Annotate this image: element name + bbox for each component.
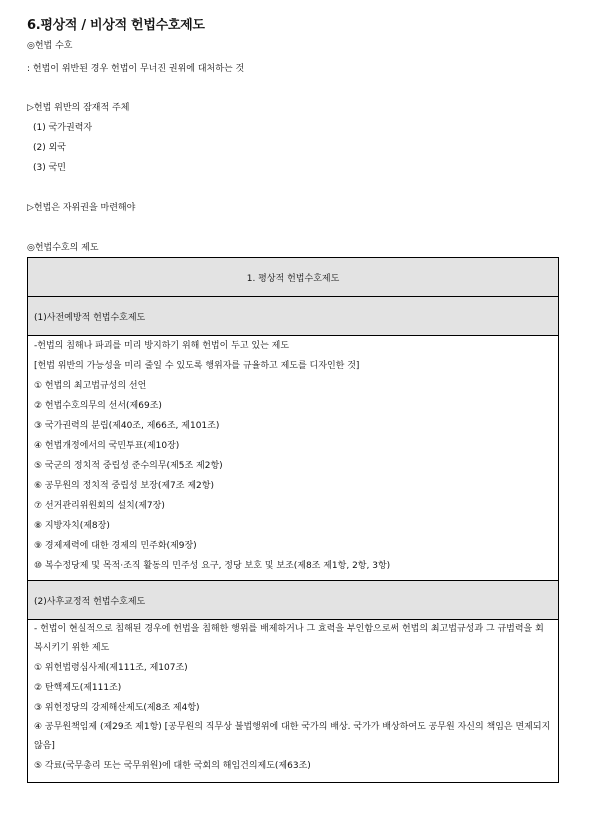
- page-title: 6.평상적 / 비상적 헌법수호제도: [27, 18, 205, 33]
- list-item: (1) 국가권력자: [33, 123, 93, 133]
- list-item: ④ 헌법개정에서의 국민투표(제10장): [34, 441, 180, 451]
- list-item: (3) 국민: [33, 163, 66, 173]
- list-item: ⑥ 공무원의 정치적 중립성 보장(제7조 제2항): [34, 481, 214, 491]
- list-item: ② 헌법수호의무의 선서(제69조): [34, 401, 162, 411]
- list-item: ① 위헌법령심사제(제111조, 제107조): [34, 663, 188, 673]
- section-heading-constitution-protection: ◎헌법 수호: [27, 41, 73, 51]
- list-item: ⑨ 경제제력에 대한 경제의 민주화(제9장): [34, 541, 197, 551]
- preventive-bracket-note: [헌법 위반의 가능성을 미리 줄일 수 있도록 행위자를 규율하고 제도를 디자인한 것]: [34, 361, 360, 371]
- list-item: ① 헌법의 최고법규성의 선언: [34, 381, 147, 391]
- preventive-intro: -헌법의 침해나 파괴를 미리 방지하기 위해 헌법이 두고 있는 제도: [34, 341, 290, 351]
- table-main-header: 1. 평상적 헌법수호제도: [28, 258, 559, 297]
- list-item: ⑧ 지방자치(제8장): [34, 521, 110, 531]
- corrective-intro: - 헌법이 현실적으로 침해된 경우에 헌법을 침해한 행위를 배제하거나 그 효력을 부인함으로써 헌법의 최고법규성과 그 규범력을 회복시키기 위한 제도: [34, 624, 544, 653]
- list-item: ③ 국가권력의 분립(제40조, 제66조, 제101조): [34, 421, 220, 431]
- definition-text: : 헌법이 위반된 경우 헌법이 무너진 권위에 대처하는 것: [27, 64, 245, 74]
- table-subheader-corrective: (2)사후교정적 헌법수호제도: [28, 581, 559, 620]
- self-defense-note: ▷헌법은 자위권을 마련해야: [27, 203, 136, 213]
- corrective-content-cell: [28, 620, 559, 783]
- list-item: ⑤ 국군의 정치적 중립성 준수의무(제5조 제2항): [34, 461, 223, 471]
- list-item: ⑦ 선거관리위원회의 설치(제7장): [34, 501, 165, 511]
- section-heading-protection-system: ◎헌법수호의 제도: [27, 243, 99, 253]
- list-item: ⑩ 복수정당제 및 목적·조직 활동의 민주성 요구, 정당 보호 및 보조(제8조 제1항, 2항, 3항): [34, 561, 391, 571]
- list-item: ⑤ 각료(국무총리 또는 국무위원)에 대한 국회의 해임건의제도(제63조): [34, 761, 311, 771]
- list-item: (2) 외국: [33, 143, 66, 153]
- section-heading-potential-violators: ▷헌법 위반의 잠재적 주체: [27, 103, 130, 113]
- preventive-content-cell: [28, 336, 559, 581]
- list-item: ④ 공무원책임제 (제29조 제1항) [공무원의 직무상 불법행위에 대한 국가의 배상. 국가가 배상하여도 공무원 자신의 책임은 면제되지 않음]: [34, 722, 551, 751]
- protection-system-table: [27, 257, 559, 783]
- table-subheader-preventive: (1)사전예방적 헌법수호제도: [28, 297, 559, 336]
- list-item: ② 탄핵제도(제111조): [34, 683, 122, 693]
- list-item: ③ 위헌정당의 강제해산제도(제8조 제4항): [34, 703, 200, 713]
